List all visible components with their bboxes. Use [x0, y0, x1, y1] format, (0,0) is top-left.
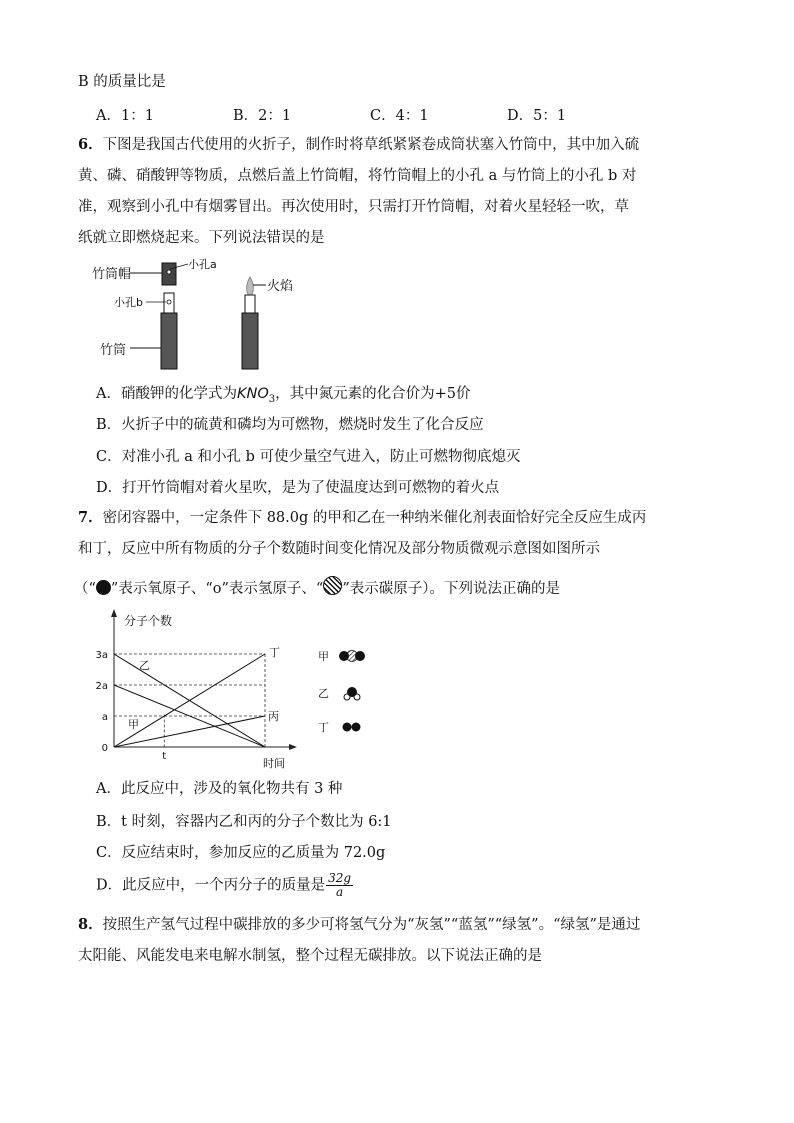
- q5-option-c: C．4：1: [370, 108, 429, 124]
- label-hole-b: 小孔b: [114, 296, 143, 309]
- q5-options: [0, 104, 794, 124]
- label-flame: 火焰: [267, 279, 294, 294]
- q6-option-b: B．火折子中的硫黄和磷均为可燃物，燃烧时发生了化合反应: [96, 417, 484, 433]
- series-label-甲: 甲: [128, 718, 139, 731]
- hole-b-dot: [167, 300, 171, 304]
- label-tube: 竹筒: [100, 343, 127, 358]
- q7-number: 7．: [78, 509, 103, 526]
- x-axis-label: 时间: [263, 757, 285, 770]
- q8-line-2: 太阳能、风能发电来电解水制氢，整个过程无碳排放。以下说法正确的是: [78, 948, 542, 964]
- q7-option-c: C．反应结束时，参加反应的乙质量为 72.0g: [96, 845, 386, 861]
- molecule-name-乙: 乙: [318, 687, 329, 700]
- q7-legend-line: （“ ”表示氧原子、“o”表示氢原子、“ ”表示碳原子）。下列说法正确的是: [74, 576, 560, 599]
- y-tick-label-0: 0: [101, 743, 108, 754]
- q5-stem-tail: B 的质量比是: [78, 74, 166, 90]
- label-hole-a: 小孔a: [188, 258, 217, 271]
- y-tick-label-3a: 3a: [95, 650, 108, 661]
- molecule-count-chart: [90, 605, 390, 775]
- hole-a-dot: [167, 270, 171, 274]
- bamboo-tube: [161, 313, 177, 369]
- y-tick-label-a: a: [101, 712, 108, 723]
- molecule-ding-o2: [352, 723, 361, 732]
- molecule-jia-c: [347, 651, 358, 662]
- bamboo-tube-2: [242, 313, 258, 369]
- q7-line-2: 和丁，反应中所有物质的分子个数随时间变化情况及部分物质微观示意图如图所示: [78, 541, 600, 557]
- q5-option-d: D．5：1: [507, 108, 567, 124]
- q7-line-1: 7．密闭容器中，一定条件下 88.0g 的甲和乙在一种纳米催化剂表面恰好完全反应生成丙: [78, 509, 647, 526]
- q5-option-a: A．1：1: [96, 108, 154, 124]
- y-axis-arrow: [111, 609, 117, 617]
- molecule-name-甲: 甲: [318, 650, 329, 663]
- q8-number: 8．: [78, 916, 103, 933]
- q6-number: 6．: [78, 136, 103, 153]
- series-label-丁: 丁: [269, 646, 280, 659]
- q8-line-1: 8．按照生产氢气过程中碳排放的多少可将氢气分为“灰氢”“蓝氢”“绿氢”。“绿氢”是通过: [78, 916, 641, 933]
- q6-option-c: C．对准小孔 a 和小孔 b 可使少量空气进入，防止可燃物彻底熄灭: [96, 449, 521, 465]
- label-cap: 竹筒帽: [92, 267, 132, 282]
- q6-option-a: A．硝酸钾的化学式为$KNO_3$，其中氮元素的化合价为+5价: [96, 386, 471, 405]
- flame-shape: [247, 277, 254, 297]
- q5-option-b: B．2：1: [233, 108, 292, 124]
- q7-option-a: A．此反应中，涉及的氧化物共有 3 种: [96, 781, 343, 797]
- series-label-丙: 丙: [268, 710, 279, 723]
- y-axis-label: 分子个数: [124, 614, 173, 628]
- q6-line-2: 黄、磷、硝酸钾等物质，点燃后盖上竹筒帽，将竹筒帽上的小孔 a 与竹筒上的小孔 b 对: [78, 168, 637, 184]
- x-tick-label-t: t: [162, 751, 167, 762]
- carbon-atom-icon: [323, 576, 342, 595]
- x-axis-arrow: [289, 744, 297, 750]
- q6-line-1: 6．下图是我国古代使用的火折子，制作时将草纸紧紧卷成筒状塞入竹筒中，其中加入硫: [78, 136, 640, 153]
- q6-option-d: D．打开竹筒帽对着火星吹，是为了使温度达到可燃物的着火点: [96, 480, 500, 496]
- molecule-name-丁: 丁: [318, 721, 329, 734]
- molecule-ding-o1: [343, 723, 352, 732]
- series-label-乙: 乙: [139, 659, 150, 672]
- q7-option-d: D．此反应中，一个丙分子的质量是 $\frac{32g}{a}$: [96, 871, 352, 899]
- fraction: $\frac{32g}{a}$: [328, 871, 352, 899]
- y-tick-label-2a: 2a: [95, 681, 108, 692]
- oxygen-atom-icon: [96, 580, 111, 595]
- fire-starter-figure: [90, 255, 320, 375]
- q6-line-3: 准，观察到小孔中有烟雾冒出。再次使用时，只需打开竹筒帽，对着火星轻轻一吹，草: [78, 199, 629, 215]
- q7-option-b: B．t 时刻，容器内乙和丙的分子个数比为 6:1: [96, 814, 392, 830]
- molecule-yi-o: [347, 687, 357, 697]
- q6-line-4: 纸就立即燃烧起来。下列说法错误的是: [78, 230, 325, 246]
